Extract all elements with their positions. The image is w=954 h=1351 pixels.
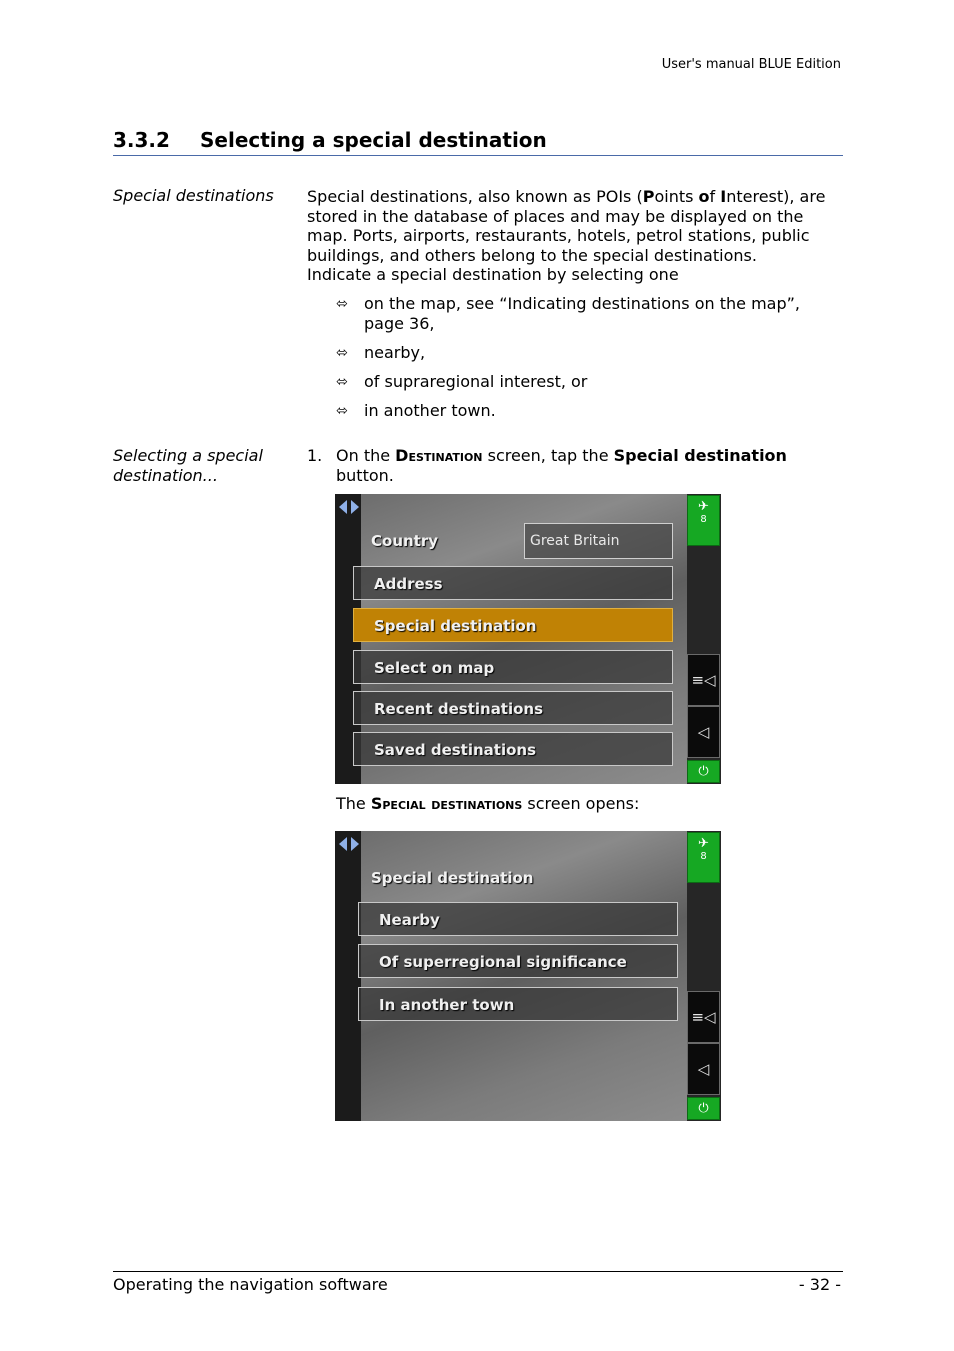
special-destination-button[interactable]: Special destination (353, 608, 673, 642)
special-destinations-screenshot (335, 831, 721, 1121)
menu-icon[interactable]: ≡◁ (687, 991, 720, 1043)
address-button[interactable]: Address (353, 566, 673, 600)
double-arrow-icon: ⬄ (336, 403, 348, 419)
footer-chapter: Operating the navigation software (113, 1275, 388, 1294)
step-button-name: Special destination (613, 446, 787, 465)
recent-destinations-button[interactable]: Recent destinations (353, 691, 673, 725)
select-on-map-button[interactable]: Select on map (353, 650, 673, 684)
step-text (336, 446, 846, 486)
back-icon[interactable]: ◁ (687, 1043, 720, 1095)
nearby-button[interactable]: Nearby (358, 902, 678, 936)
superregional-button[interactable]: Of superregional significance (358, 944, 678, 978)
step-screen-name: Destination (395, 446, 483, 465)
section-title: Selecting a special destination (200, 128, 547, 152)
step-text-c: button. (336, 466, 394, 485)
margin-label-special-destinations: Special destinations (113, 186, 274, 205)
margin-label-selecting: Selecting a special destination... (113, 446, 263, 485)
intro-bold-i: I (720, 187, 727, 206)
list-item-text: on the map, see “Indicating destinations on the map”, page 36, (364, 294, 800, 333)
country-field[interactable]: Great Britain (524, 523, 673, 559)
menu-icon[interactable]: ≡◁ (687, 654, 720, 706)
double-arrow-icon: ⬄ (336, 296, 348, 312)
caption-screen-name: Special destinations (370, 794, 523, 813)
saved-destinations-button[interactable]: Saved destinations (353, 732, 673, 766)
screen-title: Special destination (371, 869, 534, 887)
section-heading (113, 128, 843, 156)
power-plug-icon[interactable]: ⏻ (687, 760, 720, 783)
back-icon[interactable]: ◁ (687, 706, 720, 758)
footer-rule (113, 1271, 843, 1272)
caption-text-b: screen opens: (522, 794, 640, 813)
gps-status[interactable] (687, 495, 720, 546)
power-plug-icon[interactable]: ⏻ (687, 1097, 720, 1120)
navigation-arrows-icon[interactable] (337, 498, 361, 516)
satellite-icon: ✈ (698, 836, 709, 851)
intro-paragraph (307, 187, 847, 285)
intro-text-d: nterest), are stored in the database of places and may be displayed on the map. Ports, airports, restaurants, hotels, petrol stations, public buildings, and others belong to the special destinations. (307, 187, 826, 265)
section-number: 3.3.2 (113, 128, 170, 152)
destination-screenshot (335, 494, 721, 784)
list-item-text: of supraregional interest, or (364, 372, 588, 391)
intro-text-c: f (709, 187, 721, 206)
step-text-a: On the (336, 446, 396, 465)
page-number: - 32 - (798, 1275, 841, 1294)
caption-text-a: The (336, 794, 371, 813)
step-number: 1. (307, 446, 323, 465)
gps-status[interactable] (687, 832, 720, 883)
another-town-button[interactable]: In another town (358, 987, 678, 1021)
intro-bold-o: o (698, 187, 710, 206)
intro-text-b: oints (654, 187, 699, 206)
list-item-text: nearby, (364, 343, 426, 362)
running-header: User's manual BLUE Edition (661, 57, 841, 72)
satellite-count: 8 (700, 851, 707, 862)
satellite-icon: ✈ (698, 499, 709, 514)
intro-text-a: Special destinations, also known as POIs ( (307, 187, 643, 206)
double-arrow-icon: ⬄ (336, 374, 348, 390)
indicate-text: Indicate a special destination by selecting one (307, 265, 679, 285)
step-text-b: screen, tap the (482, 446, 614, 465)
navigation-arrows-icon[interactable] (337, 835, 361, 853)
caption (336, 794, 639, 813)
intro-bold-p: P (642, 187, 655, 206)
satellite-count: 8 (700, 514, 707, 525)
country-label: Country (371, 532, 439, 550)
double-arrow-icon: ⬄ (336, 345, 348, 361)
step-1 (307, 446, 847, 486)
list-item-text: in another town. (364, 401, 496, 420)
